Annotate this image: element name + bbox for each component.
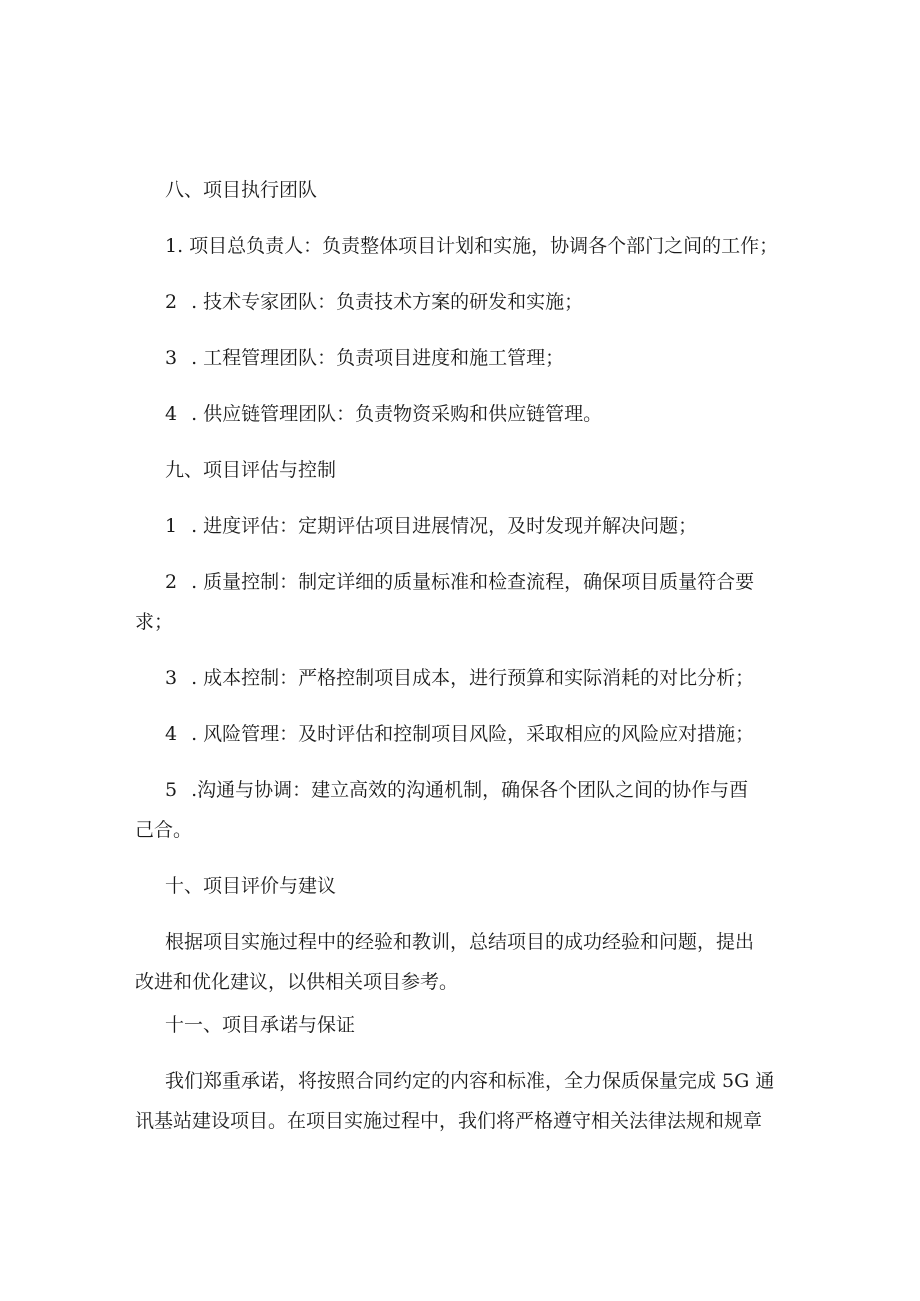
item-text: . 质量控制：制定详细的质量标准和检查流程，确保项目质量符合要 (191, 571, 755, 593)
item-number: 3 (165, 667, 178, 689)
item-number: 5 (165, 779, 178, 801)
list-item (165, 514, 920, 538)
item-number: 4 (165, 723, 178, 745)
list-item (165, 722, 920, 746)
list-item (165, 570, 920, 594)
section-heading-11: 十一、项目承诺与保证 (165, 1014, 356, 1036)
paragraph-line: 根据项目实施过程中的经验和教训，总结项目的成功经验和问题，提出 (165, 931, 755, 953)
list-item: 1. 项目总负责人：负责整体项目计划和实施，协调各个部门之间的工作； (165, 235, 779, 257)
item-text: . 工程管理团队：负责项目进度和施工管理； (191, 347, 565, 369)
item-text: .沟通与协调：建立高效的沟通机制，确保各个团队之间的协作与酉 (191, 779, 749, 801)
paragraph-line: 讯基站建设项目。在项目实施过程中，我们将严格遵守相关法律法规和规章 (135, 1110, 763, 1132)
list-item (165, 778, 920, 802)
item-number: 4 (165, 403, 178, 425)
list-item-continuation: 求； (135, 611, 174, 633)
section-heading-9: 九、项目评估与控制 (165, 459, 337, 481)
item-number: 2 (165, 571, 178, 593)
list-item (165, 402, 920, 426)
paragraph-line: 改进和优化建议，以供相关项目参考。 (135, 971, 459, 993)
section-heading-10: 十、项目评价与建议 (165, 875, 337, 897)
item-text: . 风险管理：及时评估和控制项目风险，采取相应的风险应对措施； (191, 723, 755, 745)
list-item-continuation: 己合。 (135, 819, 193, 841)
list-item (165, 290, 920, 314)
list-item (165, 666, 920, 690)
item-text: . 供应链管理团队：负责物资采购和供应链管理。 (191, 403, 603, 425)
item-text: . 技术专家团队：负责技术方案的研发和实施； (191, 291, 584, 313)
item-text: . 进度评估：定期评估项目进展情况，及时发现并解决问题； (191, 515, 698, 537)
list-item (165, 346, 920, 370)
item-number: 2 (165, 291, 178, 313)
item-number: 1 (165, 515, 178, 537)
section-heading-8: 八、项目执行团队 (165, 179, 318, 201)
item-text: . 成本控制：严格控制项目成本，进行预算和实际消耗的对比分析； (191, 667, 755, 689)
item-number: 3 (165, 347, 178, 369)
paragraph-line: 我们郑重承诺，将按照合同约定的内容和标准，全力保质保量完成 5G 通 (165, 1070, 775, 1092)
